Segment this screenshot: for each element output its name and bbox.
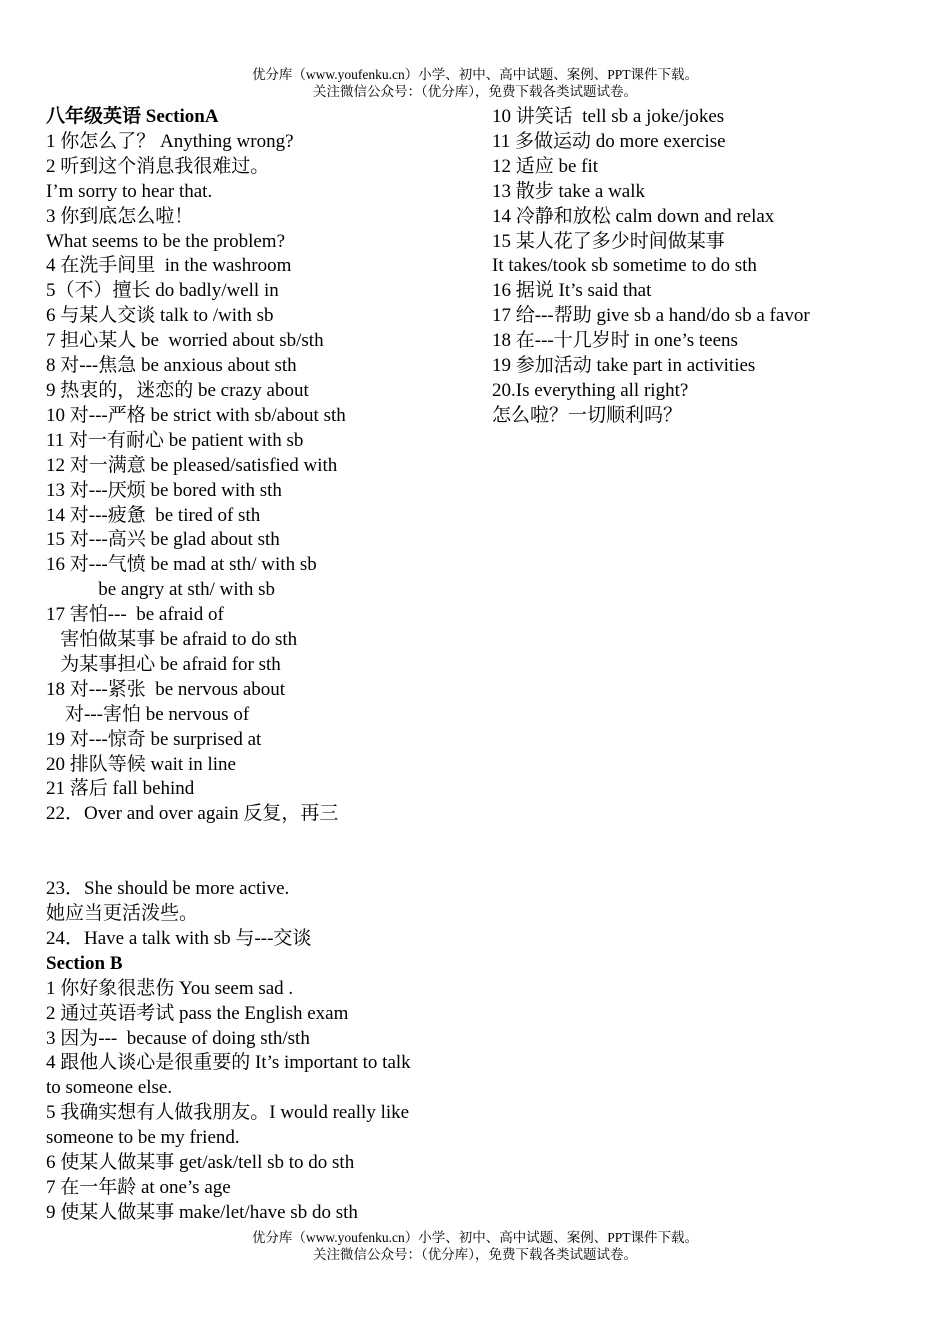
phrase-line: 为某事担心 be afraid for sth	[46, 653, 281, 675]
phrase-line: 14 对---疲惫 be tired of sth	[46, 504, 261, 526]
right-column	[492, 105, 932, 429]
phrase-line: 5 我确实想有人做我朋友。I would really like	[46, 1102, 410, 1124]
phrase-line: 4 跟他人谈心是很重要的 It’s important to talk	[46, 1052, 411, 1074]
footer-line-1: 优分库（www.youfenku.cn）小学、初中、高中试题、案例、PPT课件下载。	[251, 1230, 699, 1245]
blank-gap	[46, 827, 476, 877]
phrase-line: 6 使某人做某事 get/ask/tell sb to do sth	[46, 1152, 355, 1174]
phrase-line: 14 冷静和放松 calm down and relax	[492, 205, 775, 227]
phrase-line: 15 对---高兴 be glad about sth	[46, 529, 280, 551]
phrase-line: 2 通过英语考试 pass the English exam	[46, 1002, 349, 1024]
phrase-line: 17 给---帮助 give sb a hand/do sb a favor	[492, 305, 810, 327]
section-a-list-continued	[46, 877, 476, 952]
phrase-line: 她应当更活泼些。	[46, 902, 199, 924]
page-header	[0, 66, 950, 100]
phrase-line: 18 对---紧张 be nervous about	[46, 678, 286, 700]
phrase-line: 11 对一有耐心 be patient with sb	[46, 429, 304, 451]
phrase-line: 19 对---惊奇 be surprised at	[46, 728, 262, 750]
phrase-line: 9 热衷的，迷恋的 be crazy about	[46, 379, 309, 401]
page-footer	[0, 1229, 950, 1263]
phrase-line: 5（不）擅长 do badly/well in	[46, 280, 279, 302]
phrase-line: 10 对---严格 be strict with sb/about sth	[46, 404, 346, 426]
header-line-2: 关注微信公众号：（优分库），免费下载各类试题试卷。	[313, 84, 637, 99]
section-b-list	[46, 977, 476, 1226]
phrase-line: 1 你好象很悲伤 You seem sad .	[46, 977, 294, 999]
phrase-line: 4 在洗手间里 in the washroom	[46, 255, 292, 277]
phrase-line: 17 害怕--- be afraid of	[46, 604, 224, 626]
phrase-line: 18 在---十几岁时 in one’s teens	[492, 330, 738, 352]
phrase-line: 23．She should be more active.	[46, 878, 290, 900]
phrase-line: 7 在一年龄 at one’s age	[46, 1176, 231, 1198]
footer-line-2: 关注微信公众号：（优分库），免费下载各类试题试卷。	[313, 1247, 637, 1262]
phrase-line: 13 对---厌烦 be bored with sth	[46, 479, 282, 501]
section-a-list	[46, 130, 476, 827]
phrase-line: 20.Is everything all right?	[492, 379, 689, 401]
phrase-line: 7 担心某人 be worried about sb/sth	[46, 330, 324, 352]
phrase-line: 10 讲笑话 tell sb a joke/jokes	[492, 106, 725, 127]
phrase-line: 害怕做某事 be afraid to do sth	[46, 629, 298, 651]
phrase-line: 13 散步 take a walk	[492, 180, 646, 202]
phrase-line: I’m sorry to hear that.	[46, 180, 213, 202]
phrase-line: 12 适应 be fit	[492, 155, 599, 177]
phrase-line: 16 据说 It’s said that	[492, 280, 652, 302]
phrase-line: 12 对一满意 be pleased/satisfied with	[46, 454, 338, 476]
section-a-list-right	[492, 105, 932, 429]
phrase-line: 19 参加活动 take part in activities	[492, 355, 756, 377]
phrase-line: 9 使某人做某事 make/let/have sb do sth	[46, 1201, 358, 1223]
phrase-line: 3 因为--- because of doing sth/sth	[46, 1027, 310, 1049]
phrase-line: to someone else.	[46, 1077, 173, 1099]
left-column	[46, 105, 476, 1226]
phrase-line: 21 落后 fall behind	[46, 778, 195, 800]
phrase-line: someone to be my friend.	[46, 1127, 240, 1149]
phrase-line: 怎么啦？一切顺利吗？	[492, 404, 683, 426]
phrase-line: 16 对---气愤 be mad at sth/ with sb	[46, 554, 317, 576]
phrase-line: 15 某人花了多少时间做某事	[492, 230, 725, 252]
phrase-line: 对---害怕 be nervous of	[46, 703, 250, 725]
phrase-line: 24．Have a talk with sb 与---交谈	[46, 927, 312, 949]
phrase-line: 3 你到底怎么啦！	[46, 205, 194, 227]
document-title: 八年级英语 SectionA	[46, 106, 219, 127]
phrase-line: 11 多做运动 do more exercise	[492, 130, 726, 152]
phrase-line: 20 排队等候 wait in line	[46, 753, 236, 775]
phrase-line: 1 你怎么了？ Anything wrong?	[46, 130, 294, 152]
phrase-line: It takes/took sb sometime to do sth	[492, 255, 757, 277]
phrase-line: 22．Over and over again 反复，再三	[46, 803, 339, 825]
phrase-line: 6 与某人交谈 talk to /with sb	[46, 305, 274, 327]
phrase-line: 8 对---焦急 be anxious about sth	[46, 355, 297, 377]
section-b-title: Section B	[46, 952, 123, 974]
phrase-line: be angry at sth/ with sb	[46, 579, 276, 601]
header-line-1: 优分库（www.youfenku.cn）小学、初中、高中试题、案例、PPT课件下载。	[251, 67, 699, 82]
phrase-line: What seems to be the problem?	[46, 230, 286, 252]
phrase-line: 2 听到这个消息我很难过。	[46, 155, 270, 177]
